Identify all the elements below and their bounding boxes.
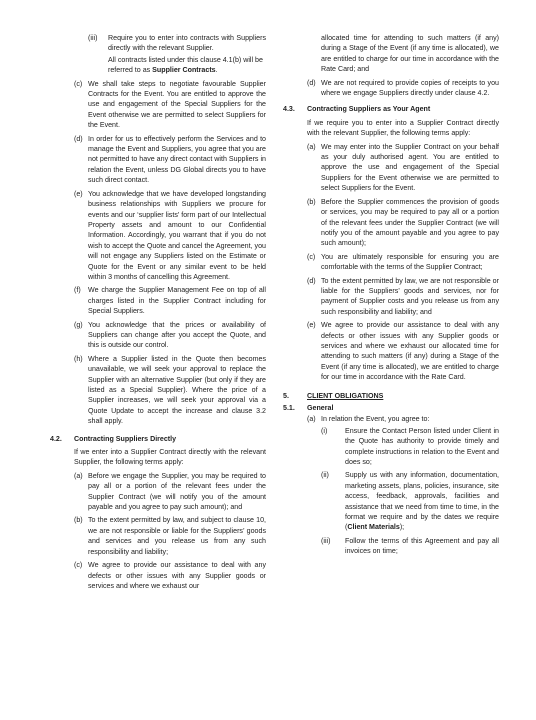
clause-5-1-a-ii	[283, 470, 499, 532]
clause-text: We shall take steps to negotiate favourable Supplier Contracts for the Event. You are entitled to approve the use and engagement of the Special Suppliers for the Event otherwise we are permitted to select Suppliers for the Event.	[88, 79, 266, 130]
section-5-heading	[283, 391, 499, 401]
clause-text: We agree to provide our assistance to deal with any defects or other issues with any Supplier goods or services and where we exhaust our allocated time for attending to such matters (if any) during a Stage of the Event (if any time is allocated), we are entitled to charge for our time in accordance with the Rate Card.	[321, 321, 499, 382]
section-title: Contracting Suppliers as Your Agent	[307, 105, 431, 114]
clause-4-1-h	[50, 354, 266, 427]
clause-label: (iii)	[88, 34, 98, 42]
clause-label: (c)	[307, 252, 316, 261]
section-number: 5.1.	[283, 404, 295, 412]
clause-text: To the extent permitted by law, and subject to clause 10, we are not responsible or liable for the Suppliers’ goods and services and you release us from any such responsibility and liability;	[88, 516, 266, 556]
clause-5-1-a-iii	[283, 536, 499, 557]
clause-text: You acknowledge that the prices or availability of Suppliers can change after you accept the Quote, and this is outside our control.	[88, 320, 266, 350]
clause-text: In order for us to effectively perform the Services and to manage the Event and Suppliers, you agree that you are not permitted to have any direct contact with Suppliers in relation the Event, unless DG Global directs you to have such direct contact.	[88, 134, 266, 185]
section-intro: If we enter into a Supplier Contract directly with the relevant Supplier, the following terms apply:	[74, 448, 266, 467]
clause-text: Before the Supplier commences the provision of goods or services, you may be required to pay all or a portion of the relevant fees under the Supplier Contract (we will notify you of the amount payable and you agree to pay such amount);	[321, 197, 499, 248]
clause-4-2-b	[50, 515, 266, 557]
clause-text: Supply us with any information, documentation, marketing assets, plans, policies, insurance, site access, feedback, approvals, facilities and assistance that we need from time to time, in the format we require and by the dates we require (Client Materials);	[345, 471, 499, 532]
clause-4-1-b-iii	[50, 33, 266, 76]
clause-text: Ensure the Contact Person listed under Client in the Quote has authority to provide timely and complete instructions in relation to the Event and does so;	[345, 426, 499, 467]
clause-label: (c)	[74, 561, 83, 570]
clause-text: We charge the Supplier Management Fee on top of all charges listed in the Supplier Contract including for Special Suppliers.	[88, 286, 266, 316]
clause-label: (f)	[74, 286, 81, 295]
clause-text: In relation the Event, you agree to:	[321, 415, 430, 424]
clause-4-2-a	[50, 471, 266, 513]
clause-4-1-g	[50, 320, 266, 351]
section-4-2-intro	[50, 447, 266, 468]
clause-4-3-a	[283, 142, 499, 194]
clause-label: (b)	[307, 197, 316, 206]
section-number: 4.2.	[50, 434, 62, 443]
clause-4-3-c	[283, 252, 499, 273]
clause-label: (e)	[307, 321, 316, 330]
clause-4-1-c	[50, 79, 266, 131]
clause-5-1-a	[283, 414, 499, 424]
clause-text: allocated time for attending to such matters (if any) during a Stage of the Event (if any time is allocated), we are entitled to charge for our time in accordance with the Rate Card; and	[321, 34, 499, 74]
clause-label: (a)	[74, 471, 83, 480]
clause-4-3-e	[283, 320, 499, 382]
clause-4-2-c-continued	[283, 33, 499, 75]
clause-text: We are not required to provide copies of receipts to you where we engage Suppliers directly under clause 4.2.	[321, 78, 499, 98]
section-number: 4.3.	[283, 105, 295, 114]
clause-text: You acknowledge that we have developed longstanding business relationships with Suppliers we procure for events and our ‘supplier lists’ form part of our Intellectual Property assets and amount to our Confidential Information. Accordingly, you warrant that if you do not wish to accept the Quote and cancel the Agreement, you will not engage any Suppliers listed on the Estimate or Quote for the Event or any similar event to be held within 3 months of cancelling this Agreement.	[88, 189, 266, 281]
clause-text: We agree to provide our assistance to deal with any defects or other issues with any Supplier goods or services and where we exhaust our	[88, 561, 266, 590]
clause-label: (d)	[307, 78, 316, 87]
clause-text: Require you to enter into contracts with Suppliers directly with the relevant Supplier.	[108, 34, 266, 53]
clause-label: (d)	[74, 134, 83, 143]
clause-note: All contracts listed under this clause 4.1(b) will be referred to as Supplier Contracts.	[108, 55, 263, 75]
clause-4-3-b	[283, 197, 499, 249]
clause-4-2-d	[283, 78, 499, 99]
left-column	[50, 33, 266, 594]
clause-label: (a)	[307, 415, 316, 424]
clause-4-2-c	[50, 560, 266, 591]
clause-text: You are ultimately responsible for ensuring you are comfortable with the terms of the Supplier Contract;	[321, 252, 499, 272]
clause-text: Follow the terms of this Agreement and pay all invoices on time;	[345, 536, 499, 556]
clause-text: We may enter into the Supplier Contract on your behalf as your duly authorised agent. You are entitled to approve the use and engagement of the Special Suppliers for the Event otherwise we are permitted to select Suppliers for the Event.	[321, 142, 499, 193]
section-title: CLIENT OBLIGATIONS	[307, 391, 384, 400]
section-5-1-heading	[283, 403, 499, 413]
clause-label: (h)	[74, 354, 83, 363]
section-4-3-intro	[283, 118, 499, 139]
clause-text: Where a Supplier listed in the Quote then becomes unavailable, we will seek your approval to replace the Supplier with an alternative Supplier (but only if they are listed as a Special Supplier). Where the price of a Supplier increases, we will seek your approval via a Quote Update to accept the increase and clause 3.2 shall apply.	[88, 354, 266, 426]
clause-text: Before we engage the Supplier, you may be required to pay all or a portion of the relevant fees under the Supplier Contract (we will notify you of the amount payable and you agree to pay such amount); and	[88, 471, 266, 512]
section-4-2-heading	[50, 434, 266, 444]
clause-label: (e)	[74, 189, 83, 198]
clause-label: (ii)	[321, 471, 329, 480]
clause-4-1-e	[50, 189, 266, 283]
clause-text: To the extent permitted by law, we are not responsible or liable for the Suppliers’ goods and services, nor for payment of Supplier costs and you release us from any such responsibility and liability; and	[321, 276, 499, 316]
section-title: General	[307, 404, 334, 412]
clause-label: (iii)	[321, 536, 331, 545]
clause-4-1-d	[50, 134, 266, 186]
section-4-3-heading	[283, 104, 499, 114]
clause-label: (b)	[74, 516, 83, 525]
clause-5-1-a-i	[283, 426, 499, 468]
clause-label: (a)	[307, 142, 316, 151]
section-title: Contracting Suppliers Directly	[74, 434, 177, 443]
clause-label: (g)	[74, 320, 83, 329]
right-column	[283, 33, 499, 560]
clause-4-1-f	[50, 285, 266, 316]
section-intro: If we require you to enter into a Supplier Contract directly with the relevant Supplier, the following terms apply:	[307, 118, 499, 138]
clause-4-3-d	[283, 276, 499, 318]
clause-label: (i)	[321, 426, 328, 435]
clause-label: (d)	[307, 276, 316, 285]
section-number: 5.	[283, 391, 289, 400]
clause-label: (c)	[74, 79, 83, 88]
